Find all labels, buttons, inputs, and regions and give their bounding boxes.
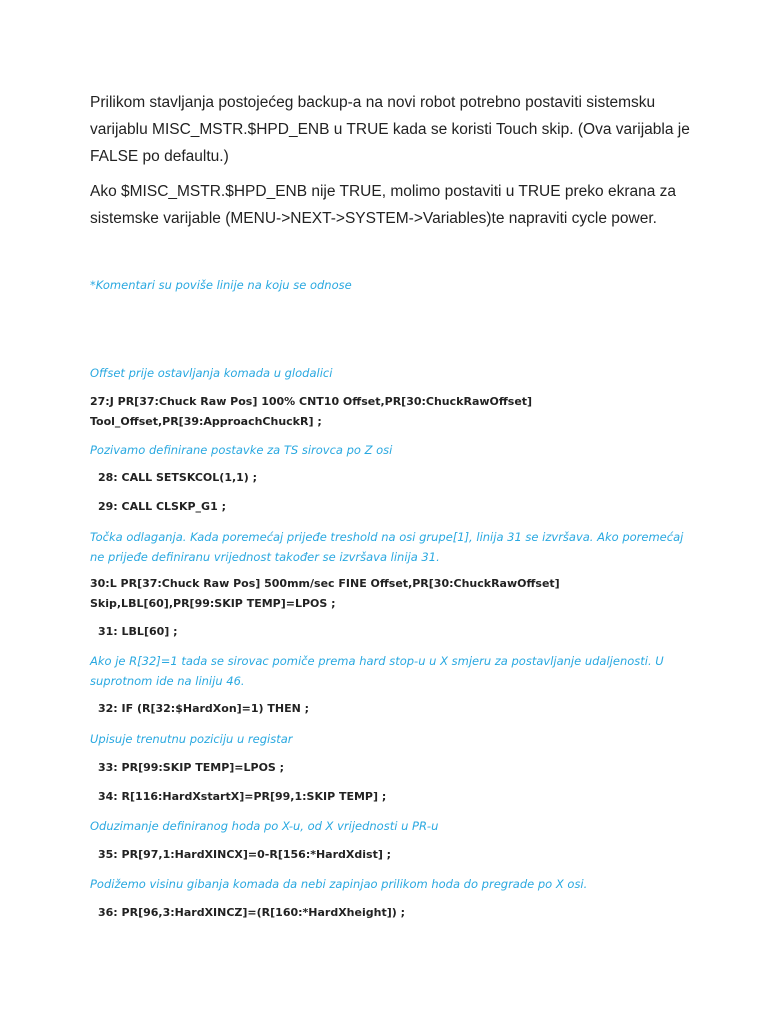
comment-line: Podižemo visinu gibanja komada da nebi zapinjao prilikom hoda do pregrade po X osi. xyxy=(90,877,588,891)
comment-line: Oduzimanje definiranog hoda po X-u, od X vrijednosti u PR-u xyxy=(90,819,439,833)
comment-line: Offset prije ostavljanja komada u glodalici xyxy=(90,366,333,380)
comment-line: Točka odlaganja. Kada poremećaj prijeđe treshold na osi grupe[1], linija 31 se izvršava. Ako poremećaj ne prijeđe definiranu vrijednost također se izvršava linija 31. xyxy=(90,530,684,564)
code-line-29: 29: CALL CLSKP_G1 ; xyxy=(98,500,226,513)
code-line-32: 32: IF (R[32:$HardXon]=1) THEN ; xyxy=(98,702,310,715)
code-line-30: 30:L PR[37:Chuck Raw Pos] 500mm/sec FINE Offset,PR[30:ChuckRawOffset] Skip,LBL[60],PR[99:SKIP TEMP]=LPOS ; xyxy=(90,577,560,610)
comment-line: Pozivamo definirane postavke za TS sirovca po Z osi xyxy=(90,443,393,457)
code-line-34: 34: R[116:HardXstartX]=PR[99,1:SKIP TEMP] ; xyxy=(98,790,387,803)
comment-line: Upisuje trenutnu poziciju u registar xyxy=(90,732,293,746)
code-line-31: 31: LBL[60] ; xyxy=(98,625,178,638)
intro-paragraph-1: Prilikom stavljanja postojećeg backup-a na novi robot potrebno postaviti sistemsku varijablu MISC_MSTR.$HPD_ENB u TRUE kada se koristi Touch skip. (Ova varijabla je FALSE po defaultu.) xyxy=(90,94,690,165)
code-line-28: 28: CALL SETSKCOL(1,1) ; xyxy=(98,471,258,484)
comment-note: *Komentari su poviše linije na koju se odnose xyxy=(90,278,352,292)
comment-line: Ako je R[32]=1 tada se sirovac pomiče prema hard stop-u u X smjeru za postavljanje udaljenosti. U suprotnom ide na liniju 46. xyxy=(90,654,664,688)
code-line-36: 36: PR[96,3:HardXINCZ]=(R[160:*HardXheight]) ; xyxy=(98,906,405,919)
code-line-33: 33: PR[99:SKIP TEMP]=LPOS ; xyxy=(98,761,285,774)
intro-paragraph-2: Ako $MISC_MSTR.$HPD_ENB nije TRUE, molimo postaviti u TRUE preko ekrana za sistemske varijable (MENU->NEXT->SYSTEM->Variables)te napraviti cycle power. xyxy=(90,183,677,227)
code-line-35: 35: PR[97,1:HardXINCX]=0-R[156:*HardXdist] ; xyxy=(98,848,392,861)
code-line-27: 27:J PR[37:Chuck Raw Pos] 100% CNT10 Offset,PR[30:ChuckRawOffset] Tool_Offset,PR[39:ApproachChuckR] ; xyxy=(90,395,533,428)
